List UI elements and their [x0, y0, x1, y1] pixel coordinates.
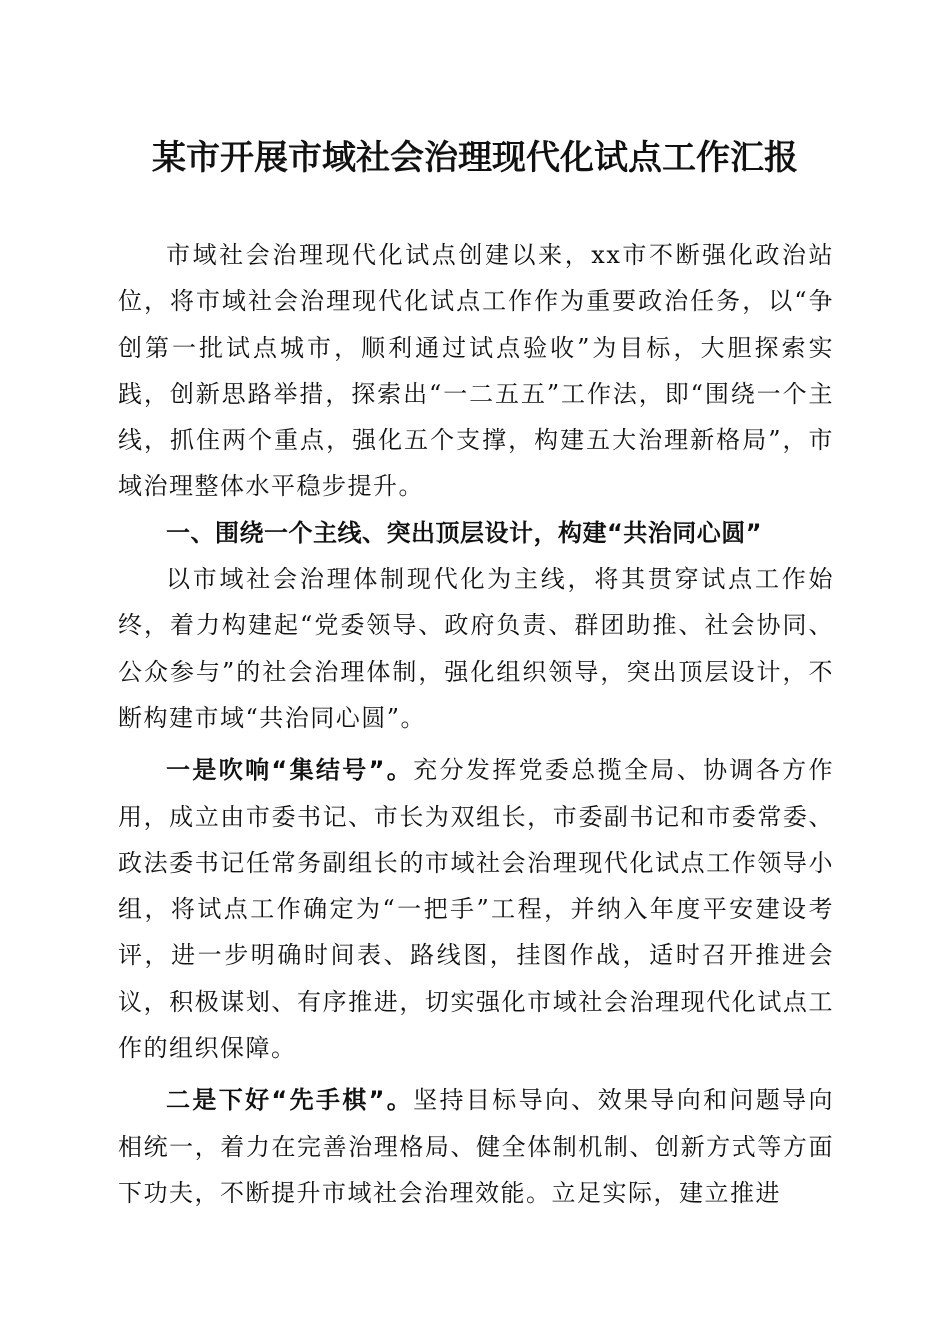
point-two-text: 坚持目标导向、效果导向和问题导向相统一，着力在完善治理格局、健全体制机制、创新方式等方面下功夫，不断提升市域社会治理效能。立足实际，建立推进: [118, 1086, 835, 1207]
point-one-paragraph: [118, 747, 834, 1071]
document-body: [118, 232, 834, 1216]
point-one-lead: 一是吹响“集结号”。: [166, 756, 414, 785]
point-two-lead: 二是下好“先手棋”。: [166, 1086, 414, 1115]
point-one-text: 充分发挥党委总揽全局、协调各方作用，成立由市委书记、市长为双组长，市委副书记和市委常委、政法委书记任常务副组长的市域社会治理现代化试点工作领导小组，将试点工作确定为“一把手”工程，并纳入年度平安建设考评，进一步明确时间表、路线图，挂图作战，适时召开推进会议，积极谋划、有序推进，切实强化市域社会治理现代化试点工作的组织保障。: [118, 756, 835, 1063]
section-heading: 一、围绕一个主线、突出顶层设计，构建“共治同心圆”: [166, 518, 763, 547]
point-two-paragraph: [118, 1077, 834, 1216]
document-title: 某市开展市域社会治理现代化试点工作汇报: [152, 138, 798, 178]
intro-paragraph: 市域社会治理现代化试点创建以来，xx市不断强化政治站位，将市域社会治理现代化试点工作作为重要政治任务，以“争创第一批试点城市，顺利通过试点验收”为目标，大胆探索实践，创新思路举措，探索出“一二五五”工作法，即“围绕一个主线，抓住两个重点，强化五个支撑，构建五大治理新格局”，市域治理整体水平稳步提升。: [118, 241, 834, 501]
section-paragraph: 以市域社会治理体制现代化为主线，将其贯穿试点工作始终，着力构建起“党委领导、政府负责、群团助推、社会协同、公众参与”的社会治理体制，强化组织领导，突出顶层设计，不断构建市域“共治同心圆”。: [118, 565, 834, 732]
